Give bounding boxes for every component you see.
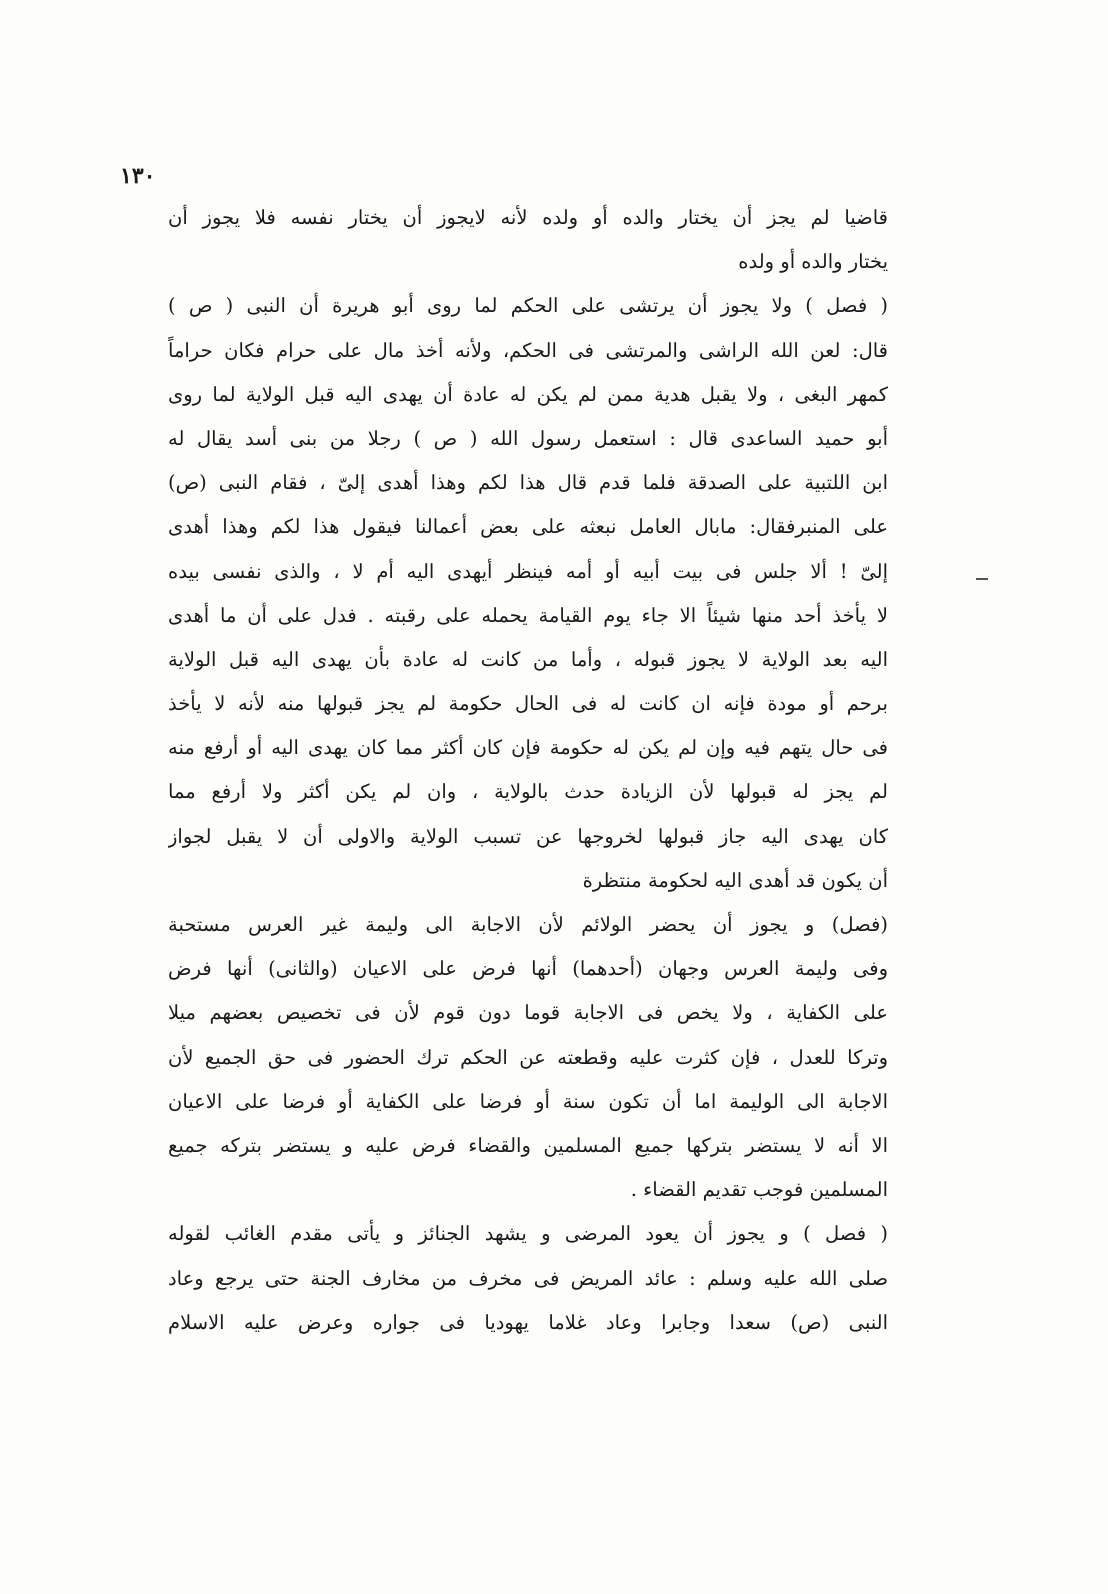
text-line: لم يجز له قبولها لأن الزيادة حدث بالولاية ، وان لم يكن أكثر ولا أرفع مما [168, 780, 888, 804]
text-line: ( فصل ) و يجوز أن يعود المرضى و يشهد الجنائز و يأتى مقدم الغائب لقوله [168, 1222, 888, 1246]
text-line: الاجابة الى الوليمة اما أن تكون سنة أو فرضا على الكفاية أو فرضا على الاعيان [168, 1089, 888, 1113]
margin-mark [976, 578, 988, 580]
text-line: برحم أو مودة فإنه ان كانت له فى الحال حكومة لم يجز قبولها منه لأنه لا يأخذ [168, 692, 888, 716]
text-line: اليه بعد الولاية لا يجوز قبوله ، وأما من كانت له عادة بأن يهدى اليه قبل الولاية [168, 647, 888, 671]
text-line: وفى وليمة العرس وجهان (أحدهما) أنها فرض على الاعيان (والثانى) أنها فرض [168, 957, 888, 981]
text-line: على المنبرفقال: مابال العامل نبعثه على بعض أعمالنا فيقول هذا لكم وهذا أهدى [168, 515, 888, 539]
text-line: على الكفاية ، ولا يخص فى الاجابة قوما دون قوم لأن فى تخصيص بعضهم ميلا [168, 1001, 888, 1025]
page-number: ١٣٠ [120, 163, 156, 189]
text-line: الا أنه لا يستضر بتركها جميع المسلمين والقضاء فرض عليه و يستضر بتركه جميع [168, 1133, 888, 1157]
text-line: وتركا للعدل ، فإن كثرت عليه وقطعته عن الحكم ترك الحضور فى حق الجميع لأن [168, 1045, 888, 1069]
text-line: صلى الله عليه وسلم : عائد المريض فى مخرف من مخارف الجنة حتى يرجع وعاد [168, 1266, 888, 1290]
text-line: يختار والده أو ولده [738, 250, 888, 274]
body-text [168, 196, 888, 1345]
text-line: قال: لعن الله الراشى والمرتشى فى الحكم، ولأنه أخذ مال على حرام فكان حراماً [168, 338, 888, 362]
text-line: ابن اللتبية على الصدقة فلما قدم قال هذا لكم وهذا أهدى إلىّ ، فقام النبى (ص) [168, 471, 888, 495]
text-line: أن يكون قد أهدى اليه لحكومة منتظرة [582, 868, 888, 892]
text-line: النبى (ص) سعدا وجابرا وعاد غلاما يهوديا فى جواره وعرض عليه الاسلام [168, 1310, 888, 1334]
text-line: كان يهدى اليه جاز قبولها لخروجها عن تسبب الولاية والاولى أن لا يقبل لجواز [168, 824, 888, 848]
text-line: قاضيا لم يجز أن يختار والده أو ولده لأنه لايجوز أن يختار نفسه فلا يجوز أن [168, 206, 888, 229]
text-line: كمهر البغى ، ولا يقبل هدية ممن لم يكن له عادة أن يهدى اليه قبل الولاية لما روى [168, 382, 888, 406]
text-line: ( فصل ) ولا يجوز أن يرتشى على الحكم لما روى أبو هريرة أن النبى ( ص ) [168, 294, 888, 318]
text-line: فى حال يتهم فيه وإن لم يكن له حكومة فإن كان أكثر مما كان يهدى اليه أو أرفع منه [168, 736, 888, 760]
text-line: إلىّ ! ألا جلس فى بيت أبيه أو أمه فينظر أيهدى اليه أم لا ، والذى نفسى بيده [168, 559, 888, 583]
text-line: لا يأخذ أحد منها شيئاً الا جاء يوم القيامة يحمله على رقبته . فدل على أن ما أهدى [168, 603, 888, 627]
text-line: (فصل) و يجوز أن يحضر الولائم لأن الاجابة الى وليمة غير العرس مستحبة [168, 913, 888, 936]
text-line: المسلمين فوجب تقديم القضاء . [630, 1178, 888, 1202]
text-line: أبو حميد الساعدى قال : استعمل رسول الله ( ص ) رجلا من بنى أسد يقال له [168, 426, 888, 450]
